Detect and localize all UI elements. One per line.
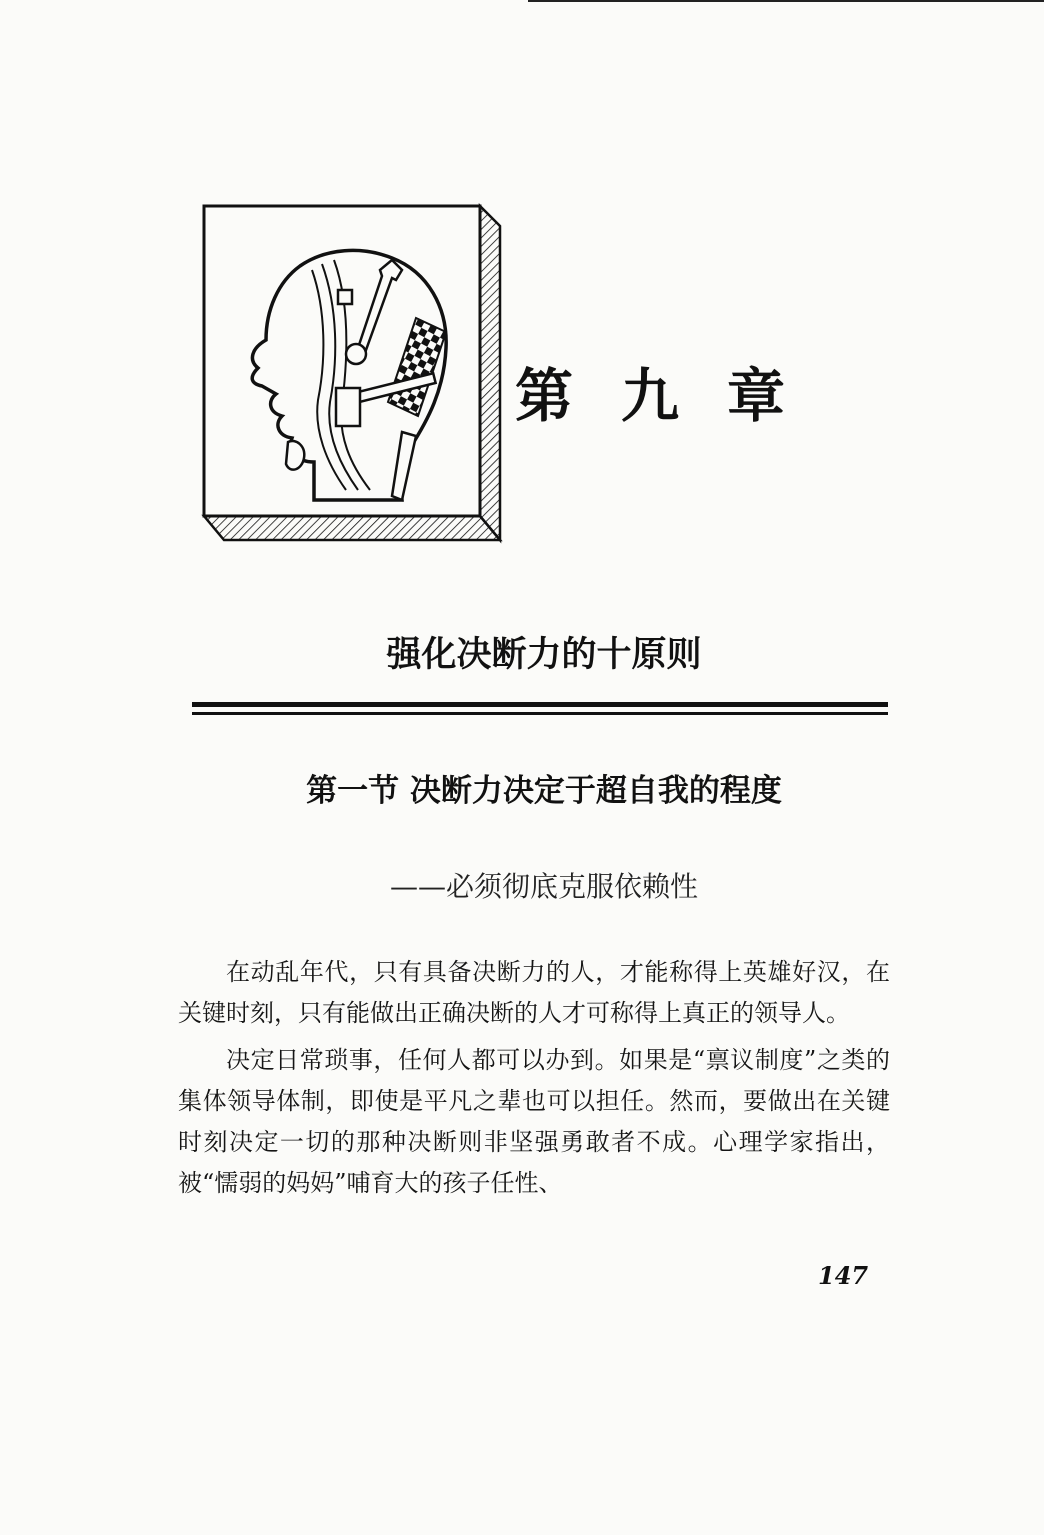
body-text [178, 952, 890, 1210]
subsection-heading: 第一节 决断力决定于超自我的程度 [306, 773, 782, 809]
paragraph: 决定日常琐事，任何人都可以办到。如果是“禀议制度”之类的集体领导体制，即使是平凡之辈也可以担任。然而，要做出在关键时刻决定一切的那种决断则非坚强勇敢者不成。心理学家指出，被“懦弱的妈妈”哺育大的孩子任性、 [178, 1046, 890, 1197]
double-divider [192, 702, 888, 718]
chapter-title: 第九章 [515, 362, 834, 430]
divider-thick-line [192, 702, 888, 707]
divider-thin-line [192, 712, 888, 715]
section-heading: 强化决断力的十原则 [386, 634, 702, 675]
head-with-tools-illustration [196, 200, 504, 550]
page-number: 147 [818, 1261, 869, 1290]
paragraph: 在动乱年代，只有具备决断力的人，才能称得上英雄好汉，在关键时刻，只有能做出正确决断的人才可称得上真正的领导人。 [178, 958, 890, 1027]
top-edge-rule [528, 0, 1044, 2]
subsection-subtitle: ——必须彻底克服依赖性 [389, 870, 698, 903]
